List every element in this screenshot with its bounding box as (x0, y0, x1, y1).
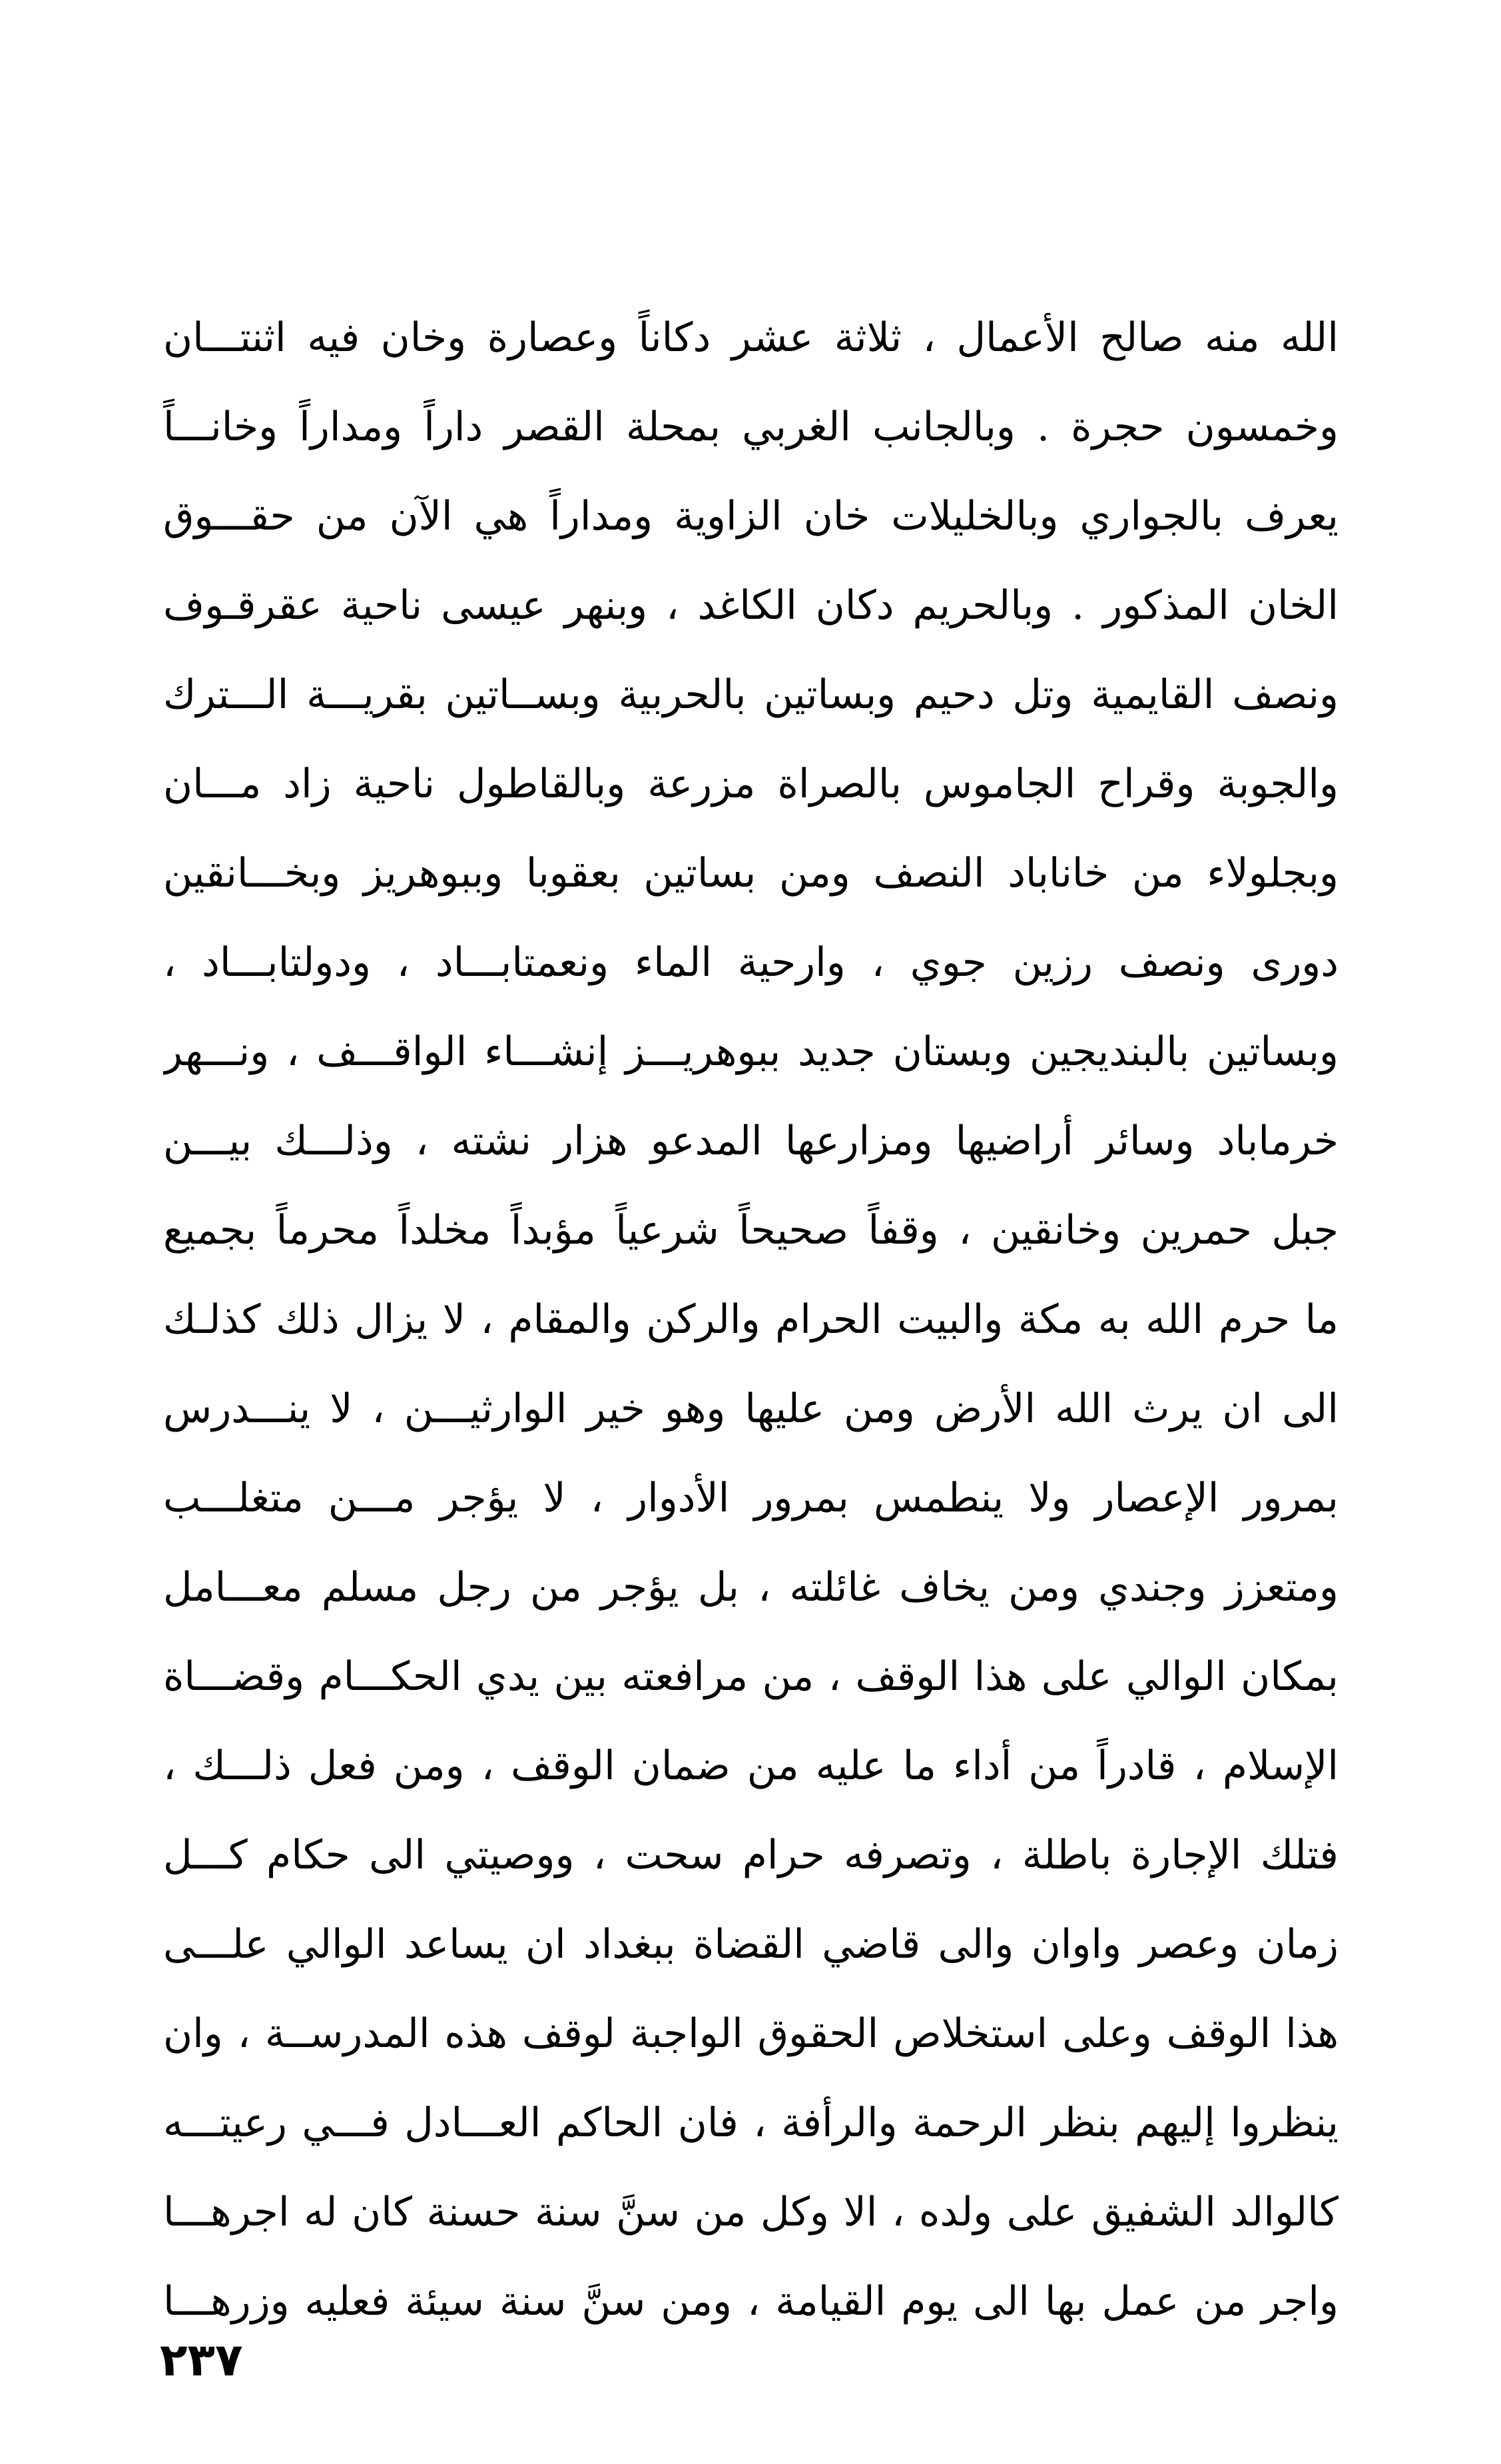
text-line: ما حرم الله به مكة والبيت الحرام والركن والمقام ، لا يزال ذلك كذلـك (163, 1296, 1339, 1343)
text-line: وبجلولاء من خاناباد النصف ومن بساتين بعقوبا وببوهريز وبخـــانقين (163, 850, 1339, 897)
text-line: يعرف بالجواري وبالخليلات خان الزاوية ومداراً هي الآن من حقـــوق (163, 493, 1339, 540)
text-line: ومتعزز وجندي ومن يخاف غائلته ، بل يؤجر من رجل مسلم معـــامل (163, 1564, 1339, 1611)
text-line: والجوبة وقراح الجاموس بالصراة مزرعة وبالقاطول ناحية زاد مـــان (163, 761, 1339, 807)
page-number: ٢٣٧ (160, 2334, 243, 2387)
text-line: بمكان الوالي على هذا الوقف ، من مرافعته بين يدي الحكـــام وقضـــاة (163, 1653, 1339, 1700)
text-line: هذا الوقف وعلى استخلاص الحقوق الواجبة لوقف هذه المدرســة ، وان (163, 2010, 1339, 2057)
text-line: بمرور الإعصار ولا ينطمس بمرور الأدوار ، لا يؤجر مـــن متغلـــب (163, 1475, 1339, 1521)
text-line: الخان المذكور . وبالحريم دكان الكاغد ، وبنهر عيسى ناحية عقرقـوف (163, 582, 1339, 629)
text-line: كالوالد الشفيق على ولده ، الا وكل من سنَّ سنة حسنة كان له اجرهـــا (163, 2189, 1339, 2236)
text-line: ونصف القايمية وتل دحيم وبساتين بالحربية وبســاتين بقريـــة الـــترك (163, 671, 1339, 718)
text-line: الإسلام ، قادراً من أداء ما عليه من ضمان الوقف ، ومن فعل ذلـــك ، (163, 1743, 1339, 1789)
text-line: زمان وعصر واوان والى قاضي القضاة ببغداد ان يساعد الوالي علـــى (163, 1921, 1339, 1968)
text-line: وخمسون حجرة . وبالجانب الغربي بمحلة القصر داراً ومداراً وخانـــاً (163, 404, 1339, 450)
text-line: فتلك الإجارة باطلة ، وتصرفه حرام سحت ، ووصيتي الى حكام كـــل (163, 1832, 1339, 1878)
text-line: واجر من عمل بها الى يوم القيامة ، ومن سنَّ سنة سيئة فعليه وزرهـــا (163, 2278, 1339, 2325)
body-text (163, 293, 1339, 2346)
text-line: الله منه صالح الأعمال ، ثلاثة عشر دكاناً وعصارة وخان فيه اثنتـــان (163, 314, 1339, 361)
text-line: الى ان يرث الله الأرض ومن عليها وهو خير الوارثيـــن ، لا ينـــدرس (163, 1386, 1339, 1432)
text-line: خرماباد وسائر أراضيها ومزارعها المدعو هزار نشته ، وذلـــك بيـــن (163, 1118, 1339, 1164)
text-line: جبل حمرين وخانقين ، وقفاً صحيحاً شرعياً مؤبداً مخلداً محرماً بجميع (163, 1207, 1339, 1254)
text-line: دورى ونصف رزين جوي ، وارحية الماء ونعمتابـــاد ، ودولتابـــاد ، (163, 939, 1339, 986)
text-line: ينظروا إليهم بنظر الرحمة والرأفة ، فان الحاكم العـــادل فـــي رعيتـــه (163, 2100, 1339, 2146)
text-line: وبساتين بالبنديجين وبستان جديد ببوهريـــز إنشـــاء الواقـــف ، ونـــهر (163, 1028, 1339, 1075)
